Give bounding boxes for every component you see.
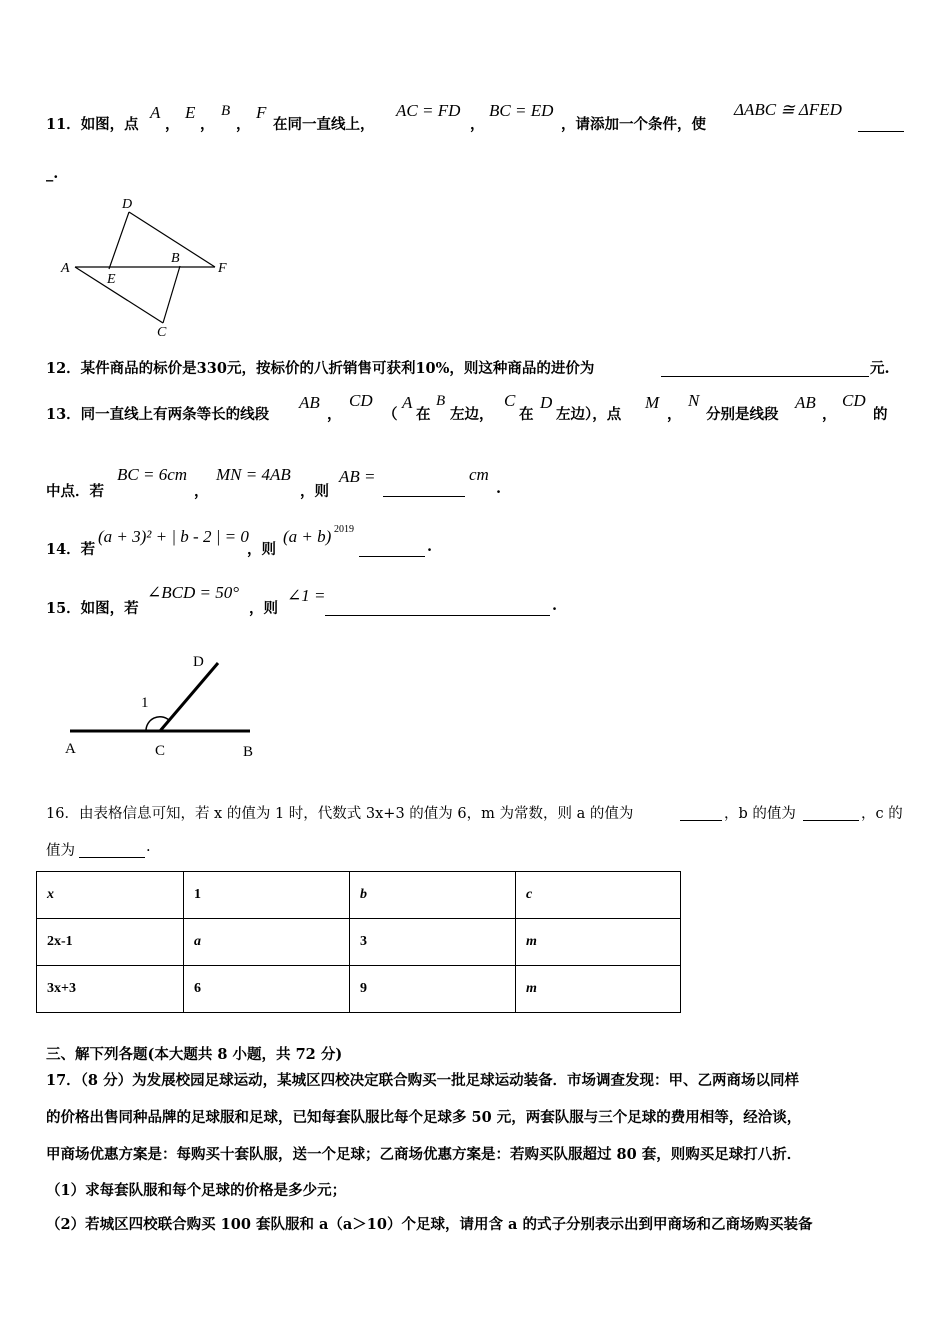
table-row [37, 966, 681, 1013]
q16-b-blank [803, 806, 859, 821]
q11-answer-blank [858, 117, 904, 132]
table-row [37, 872, 681, 919]
q15-label-d: D [193, 654, 204, 670]
q16-a-blank [680, 806, 722, 821]
q17-line-3: 甲商场优惠方案是：每购买十套队服，送一个足球；乙商场优惠方案是：若购买队服超过 80 套，则购买足球打八折． [46, 1146, 802, 1163]
q13-point-n: N [688, 391, 700, 410]
table-cell: 9 [350, 966, 516, 1013]
table-cell: 3x+3 [37, 966, 184, 1013]
q14-number: 14．若 [46, 541, 96, 558]
q17-line-1: 17．（8 分）为发展校园足球运动，某城区四校决定联合购买一批足球运动装备．市场调查发现：甲、乙两商场以同样 [46, 1072, 800, 1089]
q13-mn-value: MN = 4AB [216, 465, 291, 484]
q11-label-b: B [171, 251, 180, 266]
table-cell: x [37, 872, 184, 919]
q11-label-a: A [61, 261, 70, 276]
q15-line-cd [160, 663, 218, 731]
q15-angle-ask: ∠1 = [287, 586, 326, 605]
q11-label-e: E [107, 272, 116, 287]
table-cell: 2x-1 [37, 919, 184, 966]
q12-unit: 元. [870, 360, 890, 377]
q14-answer-blank [359, 542, 425, 557]
table-cell: m [516, 919, 681, 966]
q15-angle-given: ∠BCD = 50° [147, 583, 240, 602]
q15-label-b: B [243, 744, 254, 760]
q11-label-d: D [122, 197, 133, 212]
q11-condition-1: AC = FD [396, 101, 461, 120]
q15-number: 15．如图，若 [46, 600, 139, 617]
q17-line-4: （1）求每套队服和每个足球的价格是多少元； [46, 1182, 347, 1199]
q13-ab-ask: AB = [339, 467, 376, 486]
q13-line2-start: 中点．若 [46, 483, 104, 500]
q13-unit: cm [469, 465, 489, 484]
q11-congruence: ΔABC ≅ ΔFED [734, 100, 842, 119]
q11-line1: 11．如图，点 [46, 116, 139, 133]
q11-number: 11． [46, 116, 81, 133]
q11-label-f: F [218, 261, 227, 276]
q16-line1c: ，c 的 [861, 806, 903, 822]
q14-expression: (a + b) [283, 527, 332, 546]
q11-line-de [109, 212, 129, 269]
q16-line1b: ，b 的值为 [724, 806, 796, 822]
q11-condition-2: BC = ED [489, 101, 554, 120]
table-row [37, 919, 681, 966]
q15-label-a: A [65, 741, 76, 757]
q14-exponent: 2019 [334, 524, 354, 535]
table-cell: 1 [184, 872, 350, 919]
q11-point-a: A [150, 103, 161, 122]
q16-line1: 16．由表格信息可知，若 x 的值为 1 时，代数式 3x+3 的值为 6，m 为常数，则 a 的值为 [46, 806, 634, 822]
q14-equation: (a + 3)² + | b - 2 | = 0 [98, 527, 249, 546]
q13-segment-cd: CD [349, 391, 373, 410]
q11-label-c: C [157, 325, 167, 338]
q15-figure [60, 650, 270, 765]
table-cell: 6 [184, 966, 350, 1013]
section-3-heading: 三、解下列各题(本大题共 8 小题，共 72 分) [46, 1046, 343, 1063]
q15-answer-blank [325, 601, 550, 616]
q15-label-c: C [155, 743, 166, 759]
q11-line-bc [163, 266, 180, 323]
q13-segment-ab: AB [299, 393, 320, 412]
table-cell: a [184, 919, 350, 966]
table-cell: b [350, 872, 516, 919]
q16-c-blank [79, 843, 145, 858]
q13-line1-start: 13．同一直线上有两条等长的线段 [46, 406, 270, 423]
q17-line-5: （2）若城区四校联合购买 100 套队服和 a（a＞10）个足球，请用含 a 的式子分别表示出到甲商场和乙商场购买装备 [46, 1216, 813, 1233]
q11-figure [58, 193, 238, 338]
q15-label-1: 1 [141, 695, 149, 711]
q16-line2: 值为 [46, 843, 75, 859]
q11-point-e: E [185, 103, 196, 122]
q12-text: 12．某件商品的标价是330元，按标价的八折销售可获利10%，则这种商品的进价为 [46, 360, 595, 377]
q13-bc-value: BC = 6cm [117, 465, 188, 484]
q12-answer-blank [661, 362, 869, 377]
q16-value-table [36, 871, 681, 1013]
q17-line-2: 的价格出售同种品牌的足球服和足球，已知每套队服比每个足球多 50 元，两套队服与三个足球的费用相等，经洽谈， [46, 1109, 802, 1126]
q11-point-f: F [256, 103, 267, 122]
table-cell: c [516, 872, 681, 919]
table-cell: m [516, 966, 681, 1013]
q11-line-ac [75, 267, 163, 323]
table-cell: 3 [350, 919, 516, 966]
q13-point-m: M [645, 393, 660, 412]
q11-point-b: B [221, 103, 231, 119]
q11-tail: _. [46, 165, 59, 182]
q13-answer-blank [383, 482, 465, 497]
